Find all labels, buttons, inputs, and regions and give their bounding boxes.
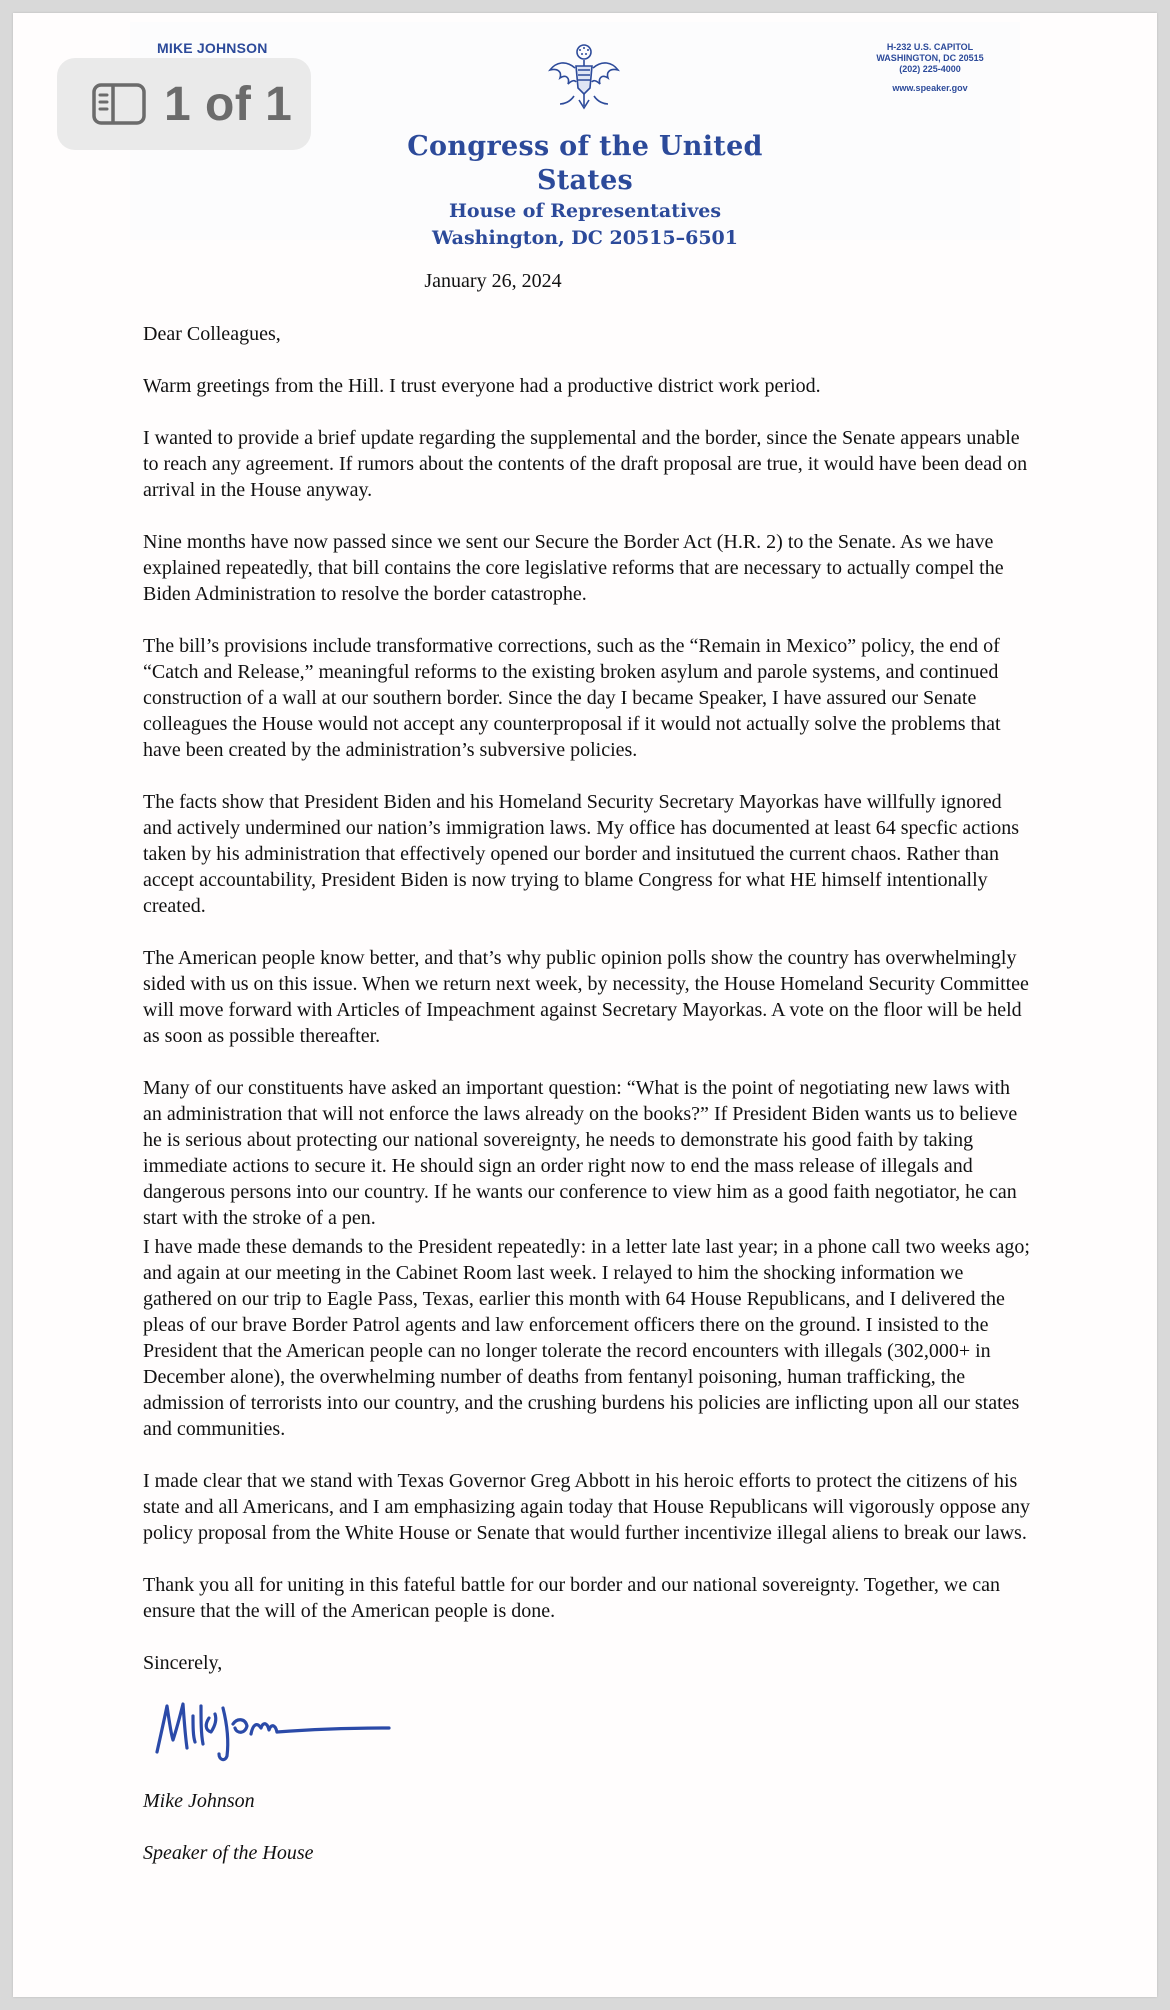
signer-name: Mike Johnson [143,1790,255,1812]
paragraph-5: The facts show that President Biden and his Homeland Security Secretary Mayorkas have willfully ignored and actively undermined our nation’s immigration laws. My office has documented at least 64 specfic actions taken by his administration that effectively opened our border and insitutued the current chaos. Rather than accept accountability, President Biden is now trying to blame Congress for what HE himself intentionally created. [143,791,1020,917]
letterhead-name: MIKE JOHNSON [157,40,268,56]
congress-title-line: Congress of the United States [407,131,763,196]
house-title-line: House of Representatives [448,200,722,222]
website: www.speaker.gov [892,83,968,93]
city-zip-line: Washington, DC 20515–6501 [431,227,738,249]
paragraph-4: The bill’s provisions include transformative corrections, such as the “Remain in Mexico” policy, the end of “Catch and Release,” meaningful reforms to the existing broken asylum and parole systems, and continued construction of a wall at our southern border. Since the day I became Speaker, I have assured our Senate colleagues the House would not accept any counterproposal if it would not actually solve the problems that have been created by the administration’s subversive policies. [143,635,1001,761]
paragraph-8: I have made these demands to the President repeatedly: in a letter late last year; in a phone call two weeks ago; and again at our meeting in the Cabinet Room last week. I relayed to him the shocking information we gathered on our trip to Eagle Pass, Texas, earlier this month with 64 House Republicans, and I delivered the pleas of our brave Border Patrol agents and law enforcement officers there on the ground. I insisted to the President that the American people can no longer tolerate the record encounters with illegals (302,000+ in December alone), the overwhelming number of deaths from fentanyl poisoning, human trafficking, the admission of terrorists into our country, and the crushing burdens his policies are inflicting upon all our states and communities. [143,1236,1030,1440]
paragraph-3: Nine months have now passed since we sent our Secure the Border Act (H.R. 2) to the Senate. As we have explained repeatedly, that bill contains the core legislative reforms that are necessary to actually compel the Biden Administration to resolve the border catastrophe. [143,531,1004,605]
paragraph-1: Warm greetings from the Hill. I trust everyone had a productive district work period. [143,375,821,397]
letter-date: January 26, 2024 [424,270,562,292]
phone-number: (202) 225-4000 [899,64,961,74]
signer-title: Speaker of the House [143,1842,314,1864]
salutation: Dear Colleagues, [143,323,281,345]
address-line-1: H-232 U.S. CAPITOL [886,42,974,52]
letterhead-title [380,130,790,252]
paragraph-7: Many of our constituents have asked an important question: “What is the point of negotiating new laws with an administration that will not enforce the laws already on the books?” If President Biden wants us to believe he is serious about protecting our national sovereignty, he needs to demonstrate his good faith by taking immediate actions to secure it. He should sign an order right now to end the mass release of illegals and dangerous persons into our country. If he wants our conference to view him as a good faith negotiator, he can start with the stroke of a pen. [143,1077,1018,1229]
page-indicator-button[interactable] [57,58,311,150]
handwritten-signature [153,1694,393,1764]
paragraph-9: I made clear that we stand with Texas Governor Greg Abbott in his heroic efforts to protect the citizens of his state and all Americans, and I am emphasizing again today that House Republicans will vigorously oppose any policy proposal from the White House or Senate that would further incentivize illegal aliens to break our laws. [143,1470,1031,1544]
paragraph-10: Thank you all for uniting in this fateful battle for our border and our national sovereignty. Together, we can ensure that the will of the American people is done. [143,1574,1000,1622]
paragraph-2: I wanted to provide a brief update regarding the supplemental and the border, since the Senate appears unable to reach any agreement. If rumors about the contents of the draft proposal are true, it would have been dead on arrival in the House anyway. [143,427,1028,501]
paragraph-6: The American people know better, and that’s why public opinion polls show the country has overwhelmingly sided with us on this issue. When we return next week, by necessity, the House Homeland Security Committee will move forward with Articles of Impeachment against Secretary Mayorkas. A vote on the floor will be held as soon as possible thereafter. [143,947,1029,1047]
closing: Sincerely, [143,1652,223,1674]
sidebar-icon[interactable] [92,83,146,125]
page-indicator-label: 1 of 1 [164,77,293,131]
letter-body [143,268,1033,1892]
letterhead-address [870,42,990,94]
eagle-seal-icon [546,42,622,118]
address-line-2: WASHINGTON, DC 20515 [876,53,984,63]
